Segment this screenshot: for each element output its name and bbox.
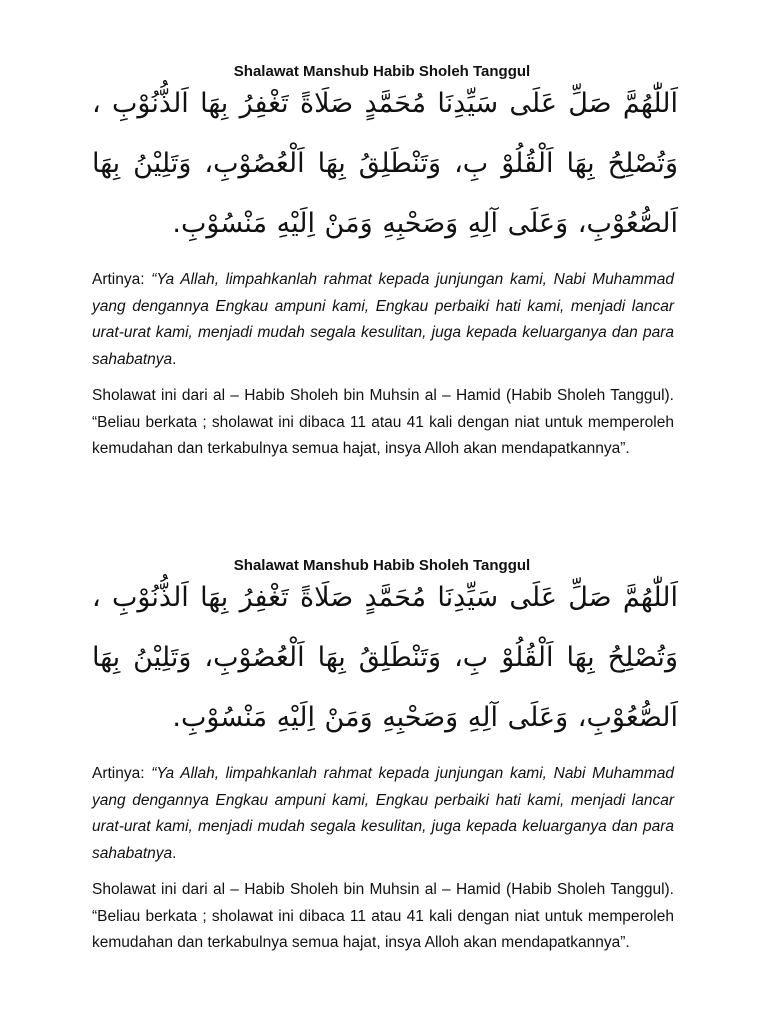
translation-text: “Ya Allah, limpahkanlah rahmat kepada junjungan kami, Nabi Muhammad yang dengannya Engkau ampuni kami, Engkau perbaiki hati kami, menjadi lancar urat-urat kami, menjadi mudah segala kesulitan, juga kepada keluarganya dan para sahabatnya — [92, 765, 674, 862]
note-paragraph: Sholawat ini dari al – Habib Sholeh bin Muhsin al – Hamid (Habib Sholeh Tanggul). “Beliau berkata ; sholawat ini dibaca 11 atau 41 kali dengan niat untuk memperoleh kemudahan dan terkabulnya semua hajat, insya Alloh akan mendapatkannya”. — [92, 387, 674, 457]
translation-label: Artinya: — [92, 765, 152, 782]
translation-text: “Ya Allah, limpahkanlah rahmat kepada junjungan kami, Nabi Muhammad yang dengannya Engkau ampuni kami, Engkau perbaiki hati kami, menjadi lancar urat-urat kami, menjadi mudah segala kesulitan, juga kepada keluarganya dan para sahabatnya — [92, 271, 674, 368]
arabic-prayer-text: اَللّٰهُمَّ صَلِّ عَلَى سَيِّدِنَا مُحَمَّدٍ صَلَاةً تَغْفِرُ بِهَا اَلذُّنُوْبِ ، وَتُصْلِحُ بِهَا اَلْقُلُوْ بِ، وَتَنْطَلِقُ بِهَا اَلْعُصُوْبِ، وَتَلِيْنُ بِهَا اَلصُّعُوْبِ، وَعَلَى آلِهِ وَصَحْبِهِ وَمَنْ اِلَيْهِ مَنْسُوْبِ. — [92, 88, 678, 239]
shalawat-section-1 — [92, 62, 678, 463]
shalawat-section-2 — [92, 556, 678, 957]
translation-paragraph — [92, 761, 674, 867]
translation-paragraph — [92, 267, 674, 373]
translation-end: . — [172, 350, 177, 368]
note-paragraph: Sholawat ini dari al – Habib Sholeh bin Muhsin al – Hamid (Habib Sholeh Tanggul). “Beliau berkata ; sholawat ini dibaca 11 atau 41 kali dengan niat untuk memperoleh kemudahan dan terkabulnya semua hajat, insya Alloh akan mendapatkannya”. — [92, 881, 674, 951]
translation-label: Artinya: — [92, 271, 152, 288]
section-title: Shalawat Manshub Habib Sholeh Tanggul — [233, 63, 531, 80]
arabic-prayer-text: اَللّٰهُمَّ صَلِّ عَلَى سَيِّدِنَا مُحَمَّدٍ صَلَاةً تَغْفِرُ بِهَا اَلذُّنُوْبِ ، وَتُصْلِحُ بِهَا اَلْقُلُوْ بِ، وَتَنْطَلِقُ بِهَا اَلْعُصُوْبِ، وَتَلِيْنُ بِهَا اَلصُّعُوْبِ، وَعَلَى آلِهِ وَصَحْبِهِ وَمَنْ اِلَيْهِ مَنْسُوْبِ. — [92, 582, 678, 733]
section-title: Shalawat Manshub Habib Sholeh Tanggul — [233, 557, 531, 574]
translation-end: . — [172, 844, 177, 862]
